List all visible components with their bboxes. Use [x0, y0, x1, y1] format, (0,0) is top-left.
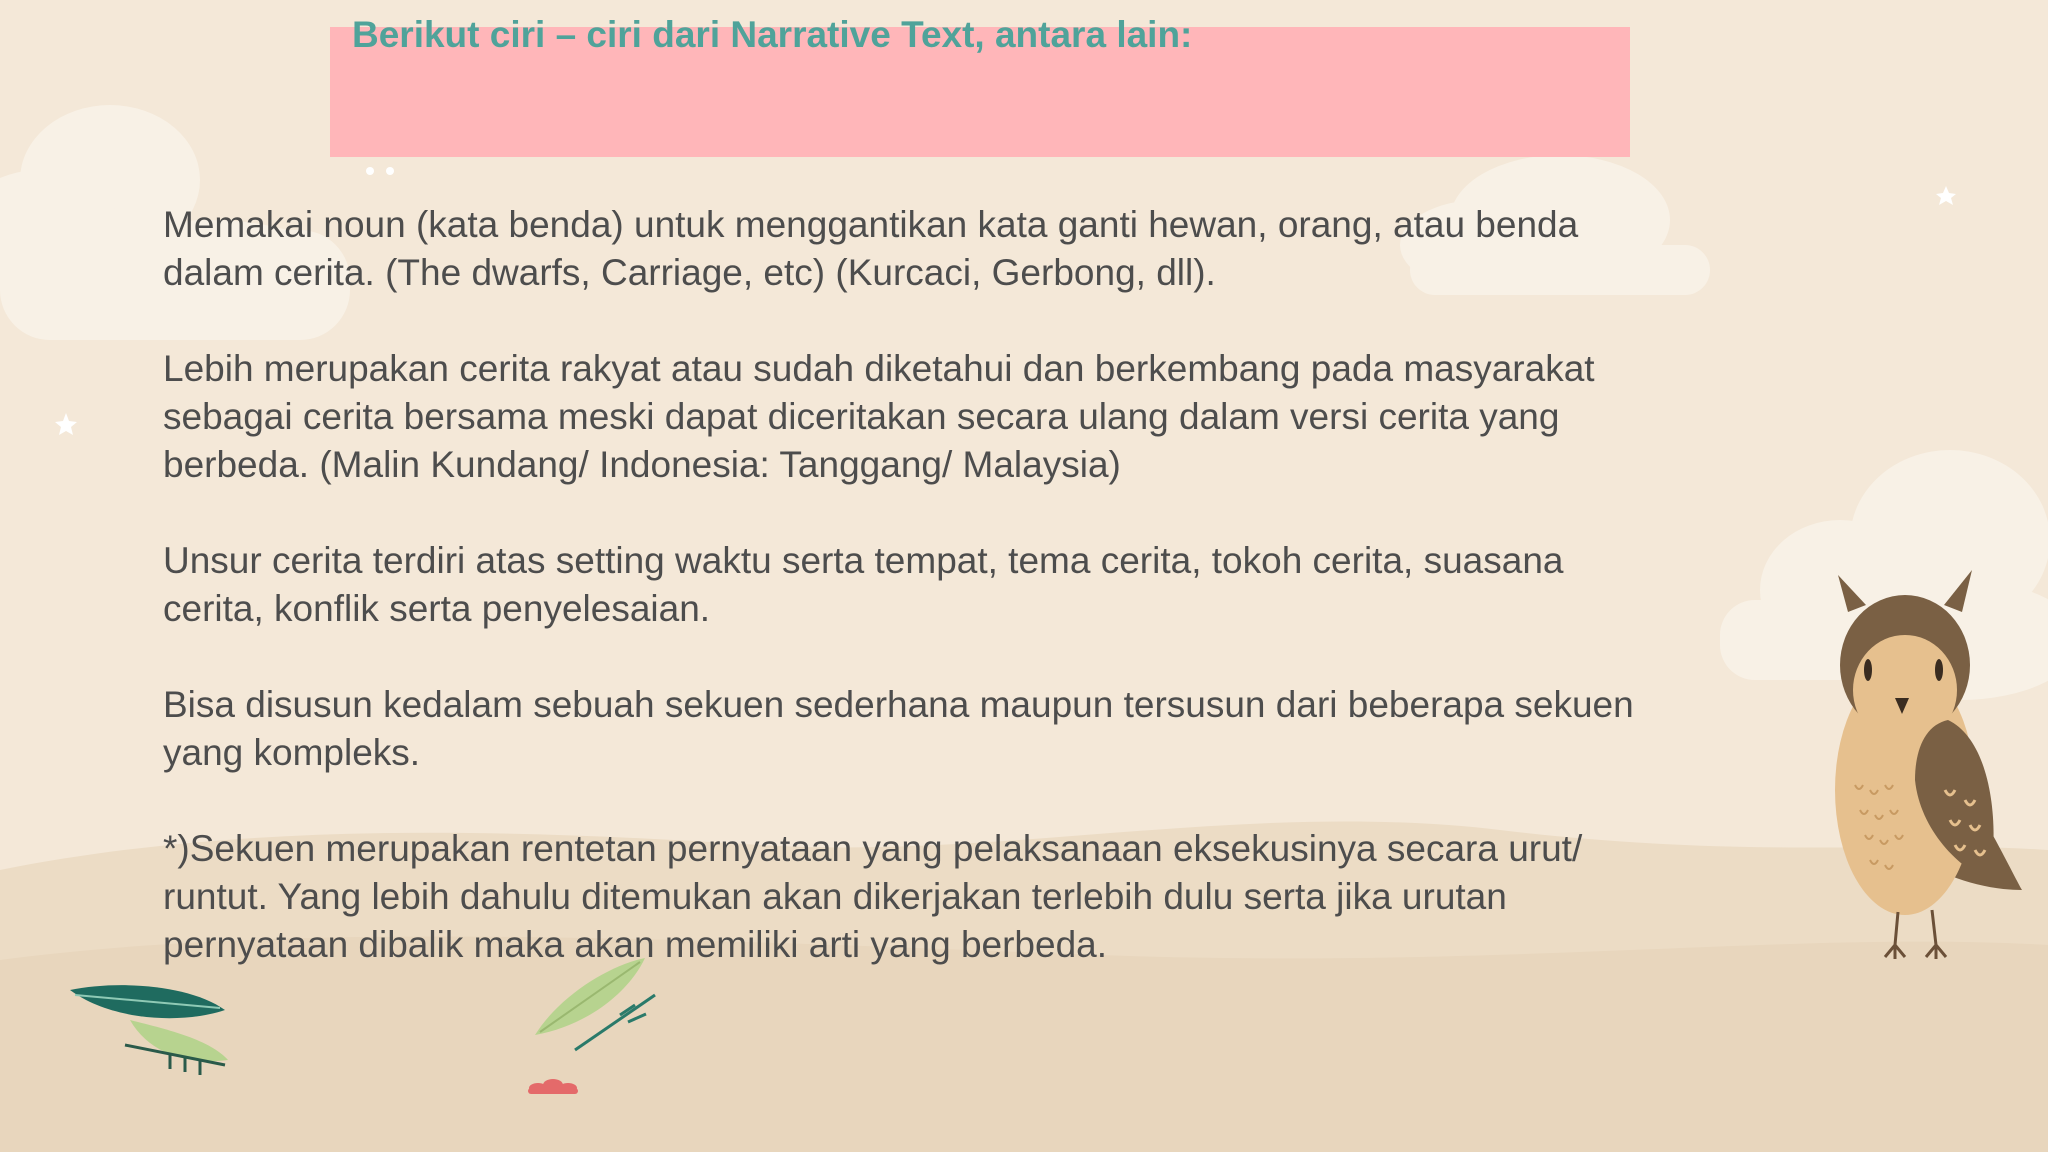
slide-title: Berikut ciri – ciri dari Narrative Text, antara lain: — [352, 14, 1193, 55]
star-icon — [55, 413, 77, 435]
paragraph-3: Unsur cerita terdiri atas setting waktu serta tempat, tema cerita, tokoh cerita, suasana cerita, konflik serta penyelesaian. — [163, 540, 1564, 629]
paragraph-1: Memakai noun (kata benda) untuk menggantikan kata ganti hewan, orang, atau benda dalam cerita. (The dwarfs, Carriage, etc) (Kurcaci, Gerbong, dll). — [163, 204, 1579, 293]
paragraph-2: Lebih merupakan cerita rakyat atau sudah diketahui dan berkembang pada masyarakat sebagai cerita bersama meski dapat diceritakan secara ulang dalam versi cerita yang berbeda. (Malin Kundang/ Indonesia: Tanggang/ Malaysia) — [163, 348, 1595, 485]
paragraph-4: Bisa disusun kedalam sebuah sekuen sederhana maupun tersusun dari beberapa sekuen yang kompleks. — [163, 684, 1634, 773]
slide-body — [163, 201, 1763, 969]
star-icon — [1936, 186, 1956, 205]
paragraph-5: *)Sekuen merupakan rentetan pernyataan yang pelaksanaan eksekusinya secara urut/ runtut. Yang lebih dahulu ditemukan akan dikerjakan terlebih dulu serta jika urutan pernyataan dibalik maka akan memiliki arti yang berbeda. — [163, 828, 1583, 965]
